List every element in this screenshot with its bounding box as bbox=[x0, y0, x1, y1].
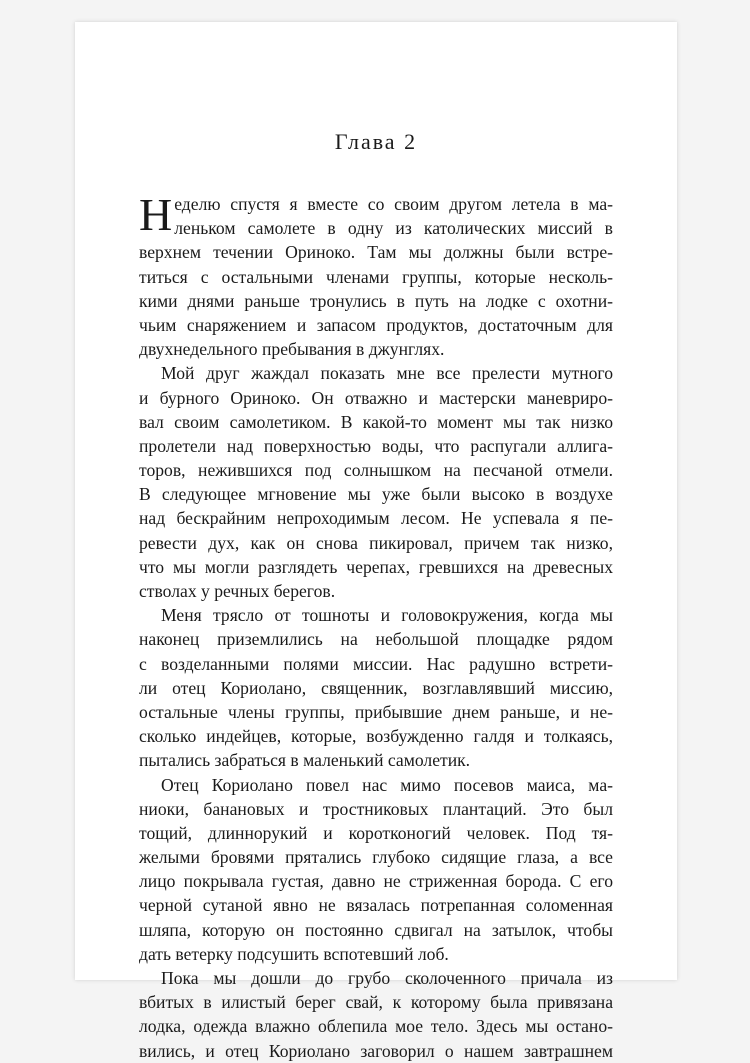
text-line: леньком самолете в одну из католических миссий в bbox=[174, 218, 613, 239]
text-line: Отец Кориолано повел нас мимо посевов маиса, ма- bbox=[161, 774, 613, 795]
text-line: и бурного Ориноко. Он отважно и мастерски маневриро- bbox=[139, 387, 613, 408]
text-line: наконец приземлились на небольшой площадке рядом bbox=[139, 629, 613, 650]
text-line: ревести дух, как он снова пикировал, причем так низко, bbox=[139, 532, 613, 553]
paragraph bbox=[139, 603, 613, 772]
chapter-title: Глава 2 bbox=[334, 129, 418, 154]
book-page bbox=[75, 22, 677, 1061]
text-line: сколько индейцев, которые, возбужденно галдя и толкаясь, bbox=[139, 726, 613, 747]
text-line: вились, и отец Кориолано заговорил о нашем завтрашнем bbox=[139, 1040, 613, 1061]
text-line: желыми бровями прятались глубоко сидящие глаза, а все bbox=[139, 847, 613, 868]
text-line: еделю спустя я вместе со своим другом летела в ма- bbox=[174, 194, 613, 214]
text-line: шляпа, которую он постоянно сдвигал на затылок, чтобы bbox=[139, 919, 613, 940]
text-line: пролетели над поверхностью воды, что распугали аллига- bbox=[139, 435, 613, 456]
text-line: кими днями раньше тронулись в путь на лодке с охотни- bbox=[139, 290, 613, 311]
paragraph bbox=[139, 773, 613, 967]
text-line: стволах у речных берегов. bbox=[139, 581, 336, 601]
text-line: остальные члены группы, прибывшие днем раньше, и не- bbox=[139, 701, 613, 722]
text-line: Пока мы дошли до грубо сколоченного причала из bbox=[161, 968, 613, 988]
text-line: двухнедельного пребывания в джунглях. bbox=[139, 339, 445, 360]
text-line: лицо покрывала густая, давно не стриженная борода. С его bbox=[139, 871, 613, 892]
paragraph bbox=[139, 361, 613, 603]
text-line: что мы могли разглядеть черепах, гревшихся на древесных bbox=[139, 556, 613, 577]
text-line: черной сутаной явно не вязалась потрепанная соломенная bbox=[139, 895, 613, 916]
paragraph bbox=[139, 966, 613, 1063]
paragraph bbox=[139, 189, 613, 361]
text-line: с возделанными полями миссии. Нас радушно встрети- bbox=[139, 653, 613, 674]
text-line: титься с остальными членами группы, которые несколь- bbox=[139, 266, 613, 287]
text-line: вбитых в илистый берег свай, к которому была привязана bbox=[139, 992, 613, 1013]
text-line: ниоки, банановых и тростниковых плантаций. Это был bbox=[139, 798, 613, 819]
text-line: дать ветерку подсушить вспотевший лоб. bbox=[139, 943, 449, 964]
body-text bbox=[139, 189, 613, 1063]
text-line: над бескрайним непроходимым лесом. Не успевала я пе- bbox=[139, 508, 613, 529]
text-line: В следующее мгновение мы уже были высоко в воздухе bbox=[139, 484, 613, 505]
text-line: тощий, длиннорукий и коротконогий человек. Под тя- bbox=[139, 822, 613, 843]
text-line: Меня трясло от тошноты и головокружения, когда мы bbox=[161, 605, 613, 626]
text-line: верхнем течении Ориноко. Там мы должны были встре- bbox=[139, 242, 613, 263]
text-line: чьим снаряжением и запасом продуктов, достаточным для bbox=[139, 314, 613, 335]
text-line: Мой друг жаждал показать мне все прелести мутного bbox=[161, 363, 613, 384]
text-line: ли отец Кориолано, священник, возглавлявший миссию, bbox=[139, 677, 613, 698]
drop-cap: Н bbox=[139, 189, 173, 240]
text-line: вал своим самолетиком. В какой-то момент мы так низко bbox=[139, 411, 613, 432]
text-line: торов, нежившихся под солнышком на песчаной отмели. bbox=[139, 460, 613, 481]
text-line: лодка, одежда влажно облепила мое тело. Здесь мы остано- bbox=[139, 1016, 613, 1037]
text-line: пытались забраться в маленький самолетик. bbox=[139, 750, 471, 771]
